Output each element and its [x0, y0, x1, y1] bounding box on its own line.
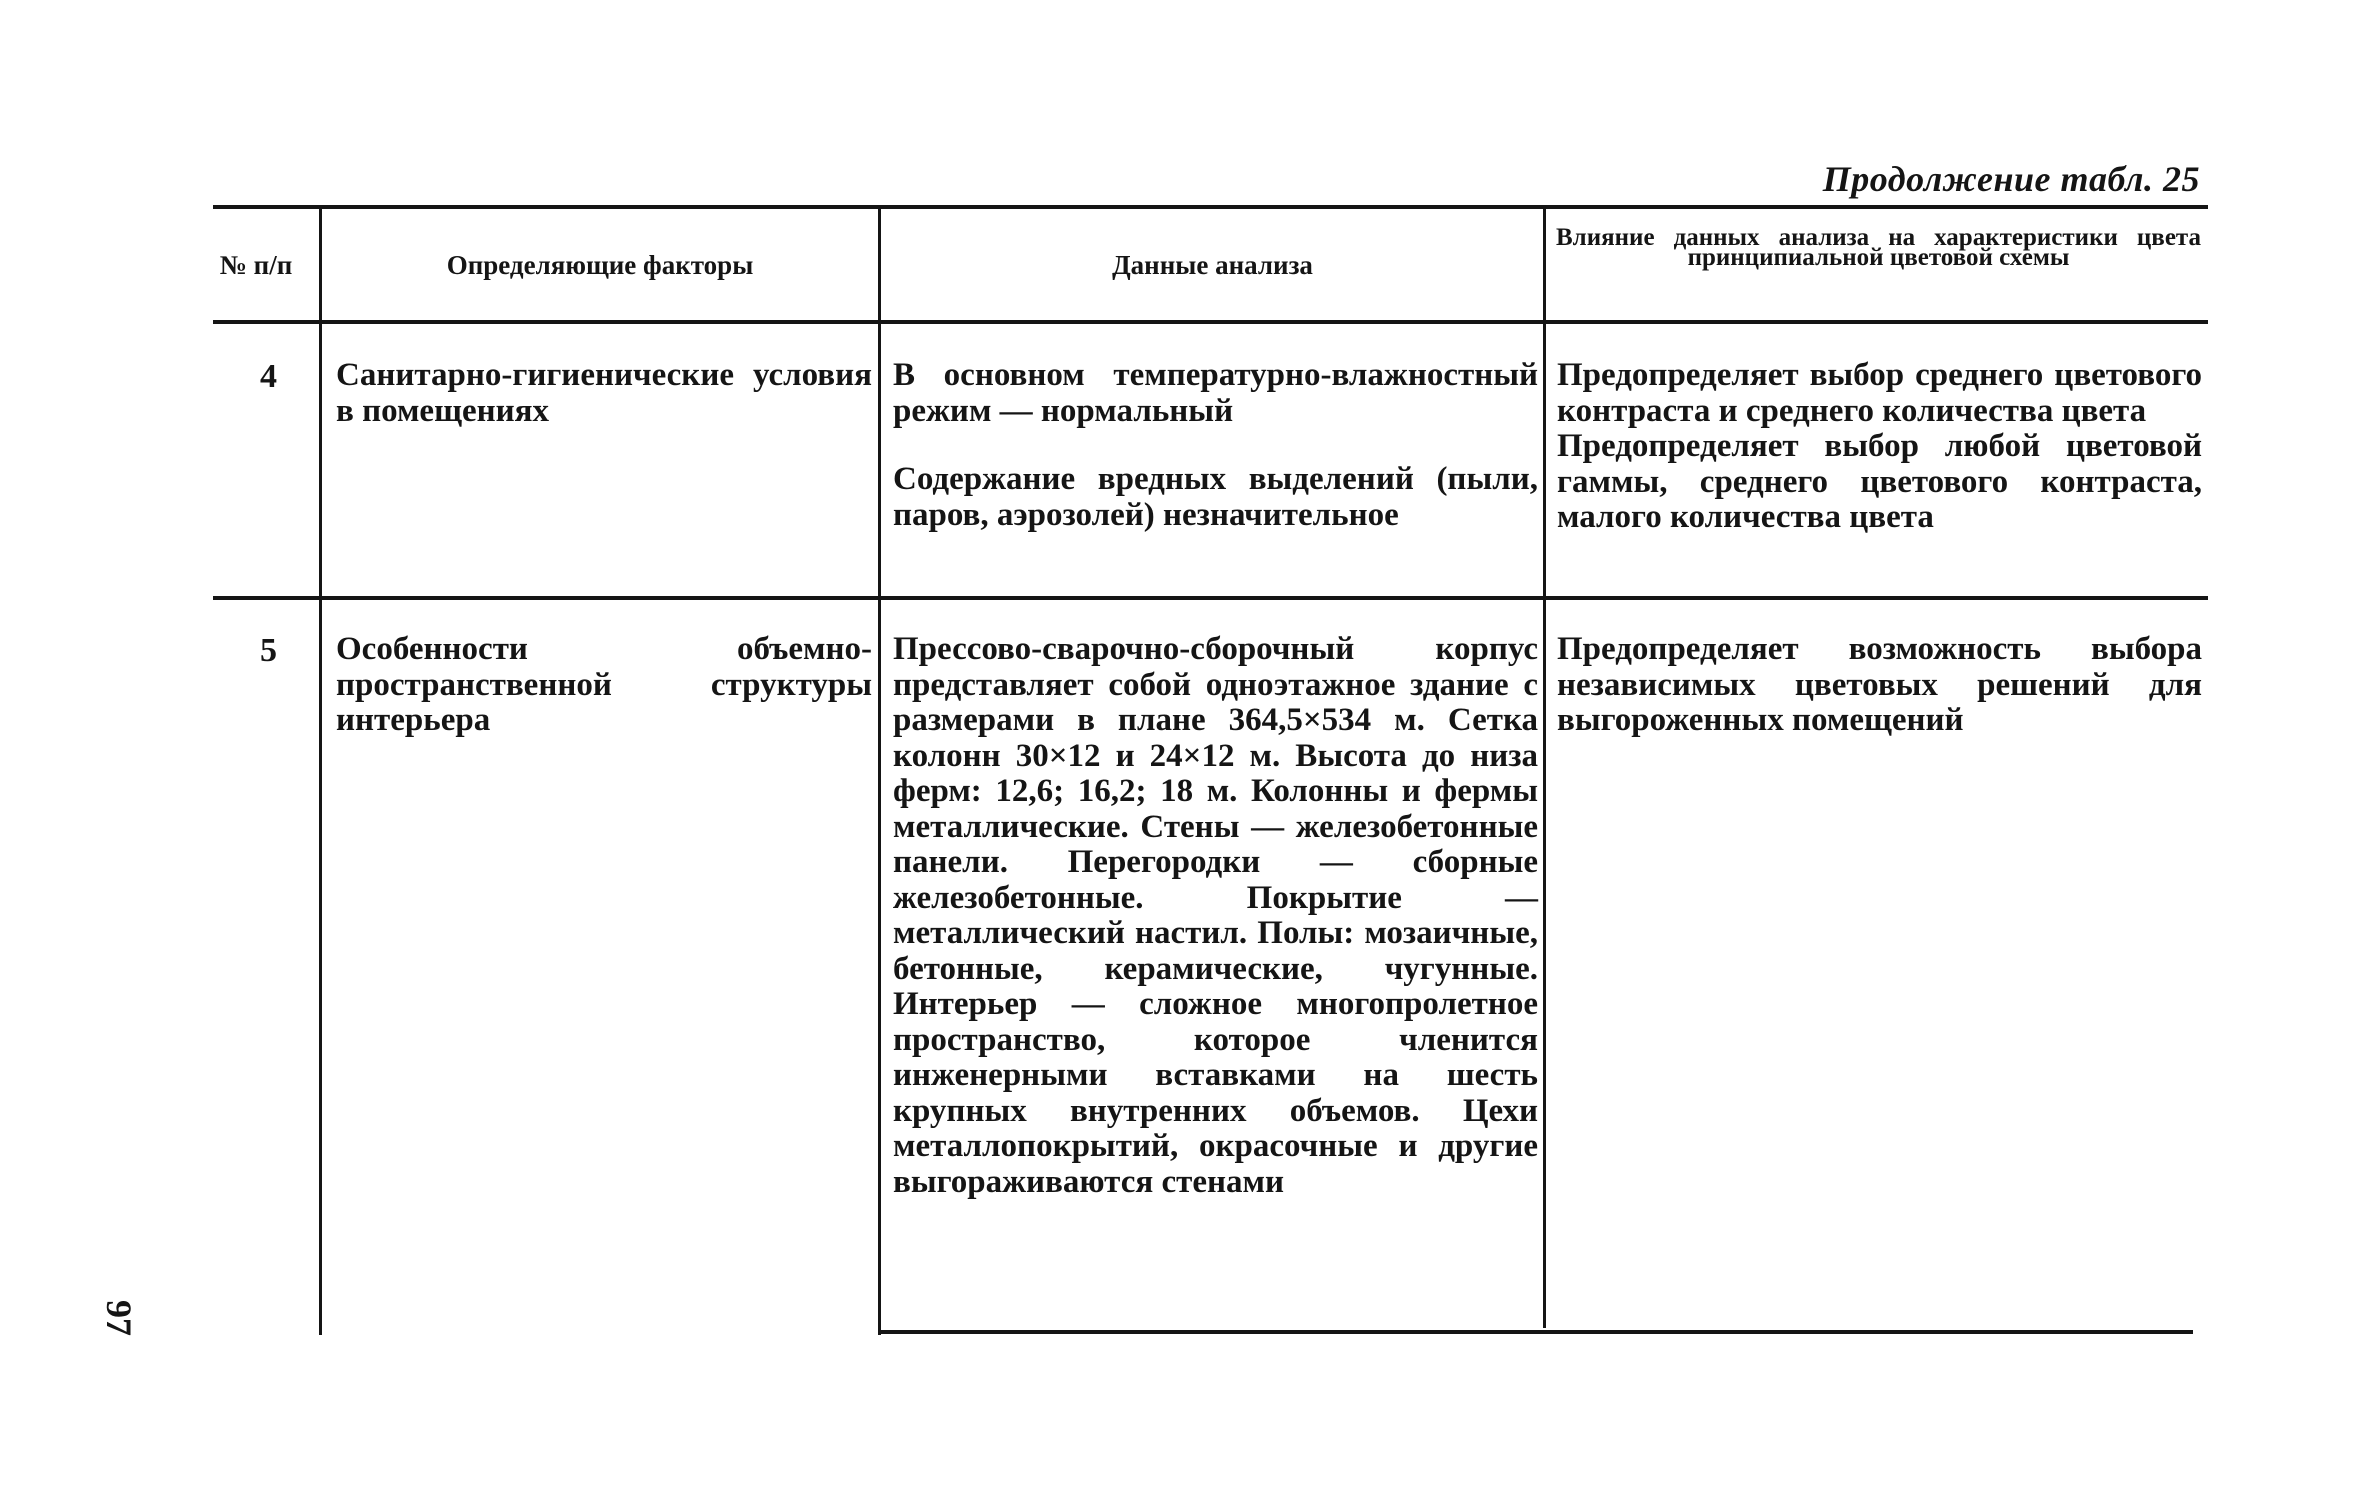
column-rule-3 — [1543, 208, 1546, 1328]
factor-text: Санитарно-гигиенические условия в помещениях — [336, 357, 872, 429]
factor-cell — [336, 632, 872, 739]
column-rule-1 — [319, 208, 322, 1335]
header-influence: Влияние данных анализа на характеристики цвета принципиальной цветовой схемы — [1556, 224, 2201, 271]
row-number: 4 — [260, 358, 277, 395]
row-number: 5 — [260, 632, 277, 669]
header-factors: Определяющие факторы — [446, 249, 754, 280]
header-analysis-data: Данные анализа — [1112, 249, 1313, 280]
header-number: № п/п — [219, 249, 293, 280]
analysis-cell — [893, 358, 1538, 533]
factor-cell — [336, 358, 872, 429]
table-caption: Продолжение табл. 25 — [1822, 159, 2200, 199]
page-number: 97 — [99, 1300, 139, 1336]
influence-cell — [1557, 632, 2202, 739]
table-bottom-rule — [878, 1330, 2193, 1334]
factor-text: Особенности объемно-пространственной структуры интерьера — [336, 631, 872, 738]
influence-text: Предопределяет возможность выбора независимых цветовых решений для выгороженных помещений — [1557, 631, 2202, 738]
analysis-text: Содержание вредных выделений (пыли, паров, аэрозолей) незначительное — [893, 461, 1538, 533]
column-rule-2 — [878, 208, 881, 1335]
table-top-rule — [213, 205, 2208, 209]
analysis-cell — [893, 632, 1538, 1200]
row-separator-rule — [213, 596, 2208, 600]
influence-text: Предопределяет выбор любой цветовой гаммы, среднего цветового контраста, малого количества цвета — [1557, 428, 2202, 535]
header-bottom-rule — [213, 320, 2208, 324]
influence-text: Предопределяет выбор среднего цветового контраста и среднего количества цвета — [1557, 357, 2202, 429]
influence-cell — [1557, 358, 2202, 536]
analysis-text: В основном температурно-влажностный режим — нормальный — [893, 357, 1538, 429]
analysis-text: Прессово-сварочно-сборочный корпус представляет собой одноэтажное здание с размерами в плане 364,5×534 м. Сетка колонн 30×12 и 24×12 м. Высота до низа ферм: 12,6; 16,2; 18 м. Колонны и фермы металлические. Стены — железобетонные панели. Перегородки — сборные железобетонные. Покрытие — металлический настил. Полы: мозаичные, бетонные, керамические, чугунные. Интерьер — сложное многопролетное пространство, которое членится инженерными вставками на шесть крупных внутренних объемов. Цехи металлопокрытий, окрасочные и другие выгораживаются стенами — [893, 631, 1538, 1200]
